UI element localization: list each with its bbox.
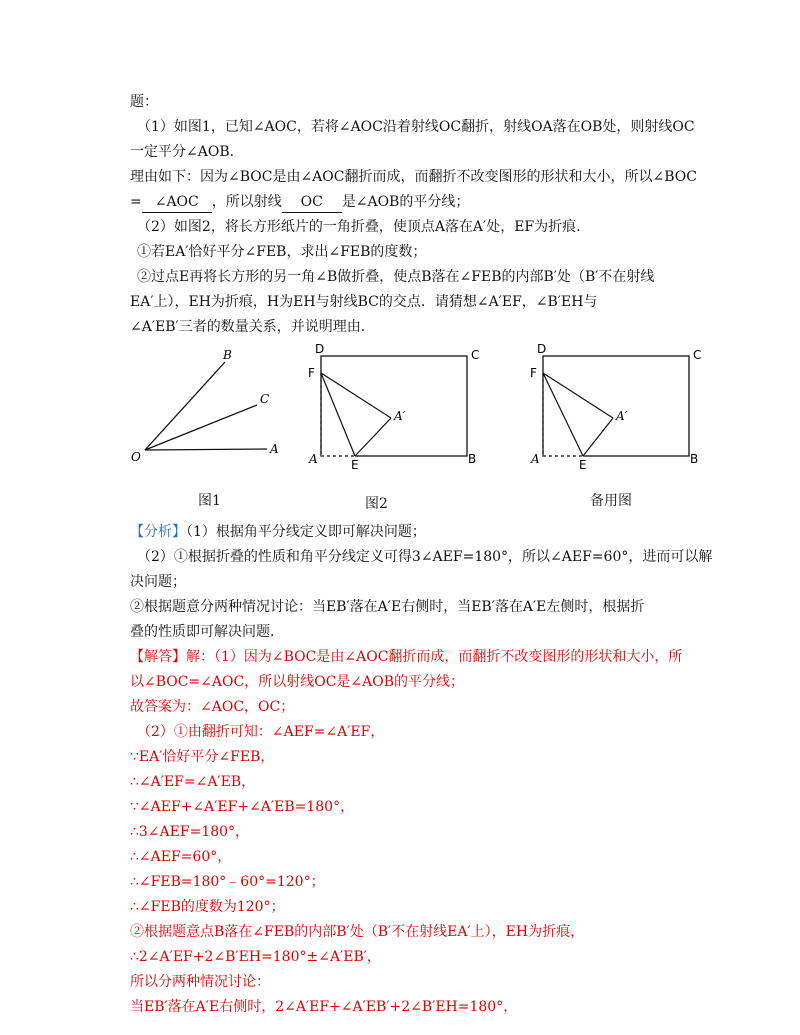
figure-2 [305, 343, 490, 473]
fig3-label-C: C [693, 348, 702, 362]
analysis-text-1: （1）根据角平分线定义即可解决问题； [186, 524, 426, 540]
fig3-label-E: E [579, 458, 587, 472]
solution-tag: 【解答】 [130, 649, 186, 665]
solution-line-1 [130, 647, 682, 667]
problem-line-9: EA′上），EH为折痕，H为EH与射线BC的交点．请猜想∠A′EF，∠B′EH与 [130, 294, 598, 310]
fig2-label-A: A [309, 452, 318, 466]
figure-1 [125, 345, 285, 475]
solution-line-8: ∴3∠AEF=180°， [130, 824, 250, 840]
fill-text: ，所以射线 [211, 194, 282, 210]
solution-line-10: ∴∠FEB=180°﹣60°=120°； [130, 874, 325, 890]
problem-line-5 [130, 192, 469, 213]
solution-line-14: 所以分两种情况讨论： [130, 974, 270, 990]
solution-line-4: （2）①由翻折可知：∠AEF=∠A′EF， [137, 724, 385, 740]
solution-line-12: ②根据题意点B落在∠FEB的内部B′处（B′不在射线EA′上），EH为折痕， [130, 924, 585, 940]
fig3-label-B: B [690, 452, 699, 466]
fig1-label-B: B [223, 348, 232, 362]
figure-spare-drawing [527, 343, 712, 473]
solution-text-1: 解：（1）因为∠BOC是由∠AOC翻折而成，而翻折不改变图形的形状和大小，所 [186, 649, 683, 665]
problem-line-10: ∠A′EB′三者的数量关系，并说明理由. [130, 319, 366, 335]
problem-line-2: （1）如图1，已知∠AOC，若将∠AOC沿着射线OC翻折，射线OA落在OB处，则射线OC [137, 119, 695, 135]
problem-line-3: 一定平分∠AOB. [130, 144, 235, 160]
fig1-label-A: A [270, 442, 279, 456]
fig1-label-C: C [260, 392, 270, 406]
blank-answer-1: ∠AOC [142, 192, 212, 213]
problem-line-4: 理由如下：因为∠BOC是由∠AOC翻折而成，而翻折不改变图形的形状和大小，所以∠BOC [130, 169, 697, 185]
fig3-label-A: A [531, 452, 540, 466]
analysis-line-1 [130, 522, 426, 542]
fig2-label-D: D [315, 342, 325, 356]
fig2-label-C: C [471, 348, 480, 362]
solution-line-13: ∴2∠A′EF+2∠B′EH=180°±∠A′EB′， [130, 949, 381, 965]
fig3-label-A-prime: A′ [616, 409, 628, 423]
solution-line-11: ∴∠FEB的度数为120°； [130, 899, 285, 915]
figure-1-caption: 图1 [198, 493, 221, 509]
figure-spare [527, 343, 712, 473]
figure-2-caption: 图2 [365, 496, 388, 512]
fig2-label-B: B [468, 452, 477, 466]
solution-line-3: 故答案为：∠AOC，OC； [130, 699, 295, 715]
analysis-line-2: （2）①根据折叠的性质和角平分线定义可得3∠AEF=180°，所以∠AEF=60°，进而可以解 [137, 549, 713, 565]
figure-2-drawing [305, 343, 490, 473]
solution-line-2: 以∠BOC=∠AOC，所以射线OC是∠AOB的平分线； [130, 674, 465, 690]
fig2-label-E: E [351, 458, 359, 472]
fig2-label-A-prime: A′ [394, 409, 406, 423]
problem-line-8: ②过点E再将长方形的另一角∠B做折叠，使点B落在∠FEB的内部B′处（B′不在射线 [137, 269, 655, 285]
problem-line-1: 题： [130, 94, 158, 110]
solution-line-9: ∴∠AEF=60°， [130, 849, 232, 865]
fig3-label-F: F [530, 366, 537, 380]
solution-line-5: ∵EA′恰好平分∠FEB， [130, 749, 275, 765]
solution-line-15: 当EB′落在A′E右侧时，2∠A′EF+∠A′EB′+2∠B′EH=180°， [130, 999, 518, 1015]
analysis-line-4: ②根据题意分两种情况讨论：当EB′落在A′E右侧时，当EB′落在A′E左侧时，根据折 [130, 599, 645, 615]
fig3-label-D: D [537, 342, 547, 356]
figure-1-drawing [125, 345, 285, 475]
solution-line-7: ∵∠AEF+∠A′EF+∠A′EB=180°， [130, 799, 355, 815]
solution-line-6: ∴∠A′EF=∠A′EB， [130, 774, 256, 790]
analysis-tag: 【分析】 [130, 524, 186, 540]
figure-spare-caption: 备用图 [590, 493, 632, 509]
problem-line-7: ①若EA′恰好平分∠FEB，求出∠FEB的度数； [137, 244, 427, 260]
fill-tail: 是∠AOB的平分线； [341, 194, 470, 210]
analysis-line-3: 决问题； [130, 574, 186, 590]
blank-answer-2: OC [282, 192, 342, 213]
problem-line-6: （2）如图2，将长方形纸片的一角折叠，使顶点A落在A′处，EF为折痕. [137, 219, 581, 235]
fill-equals: = [130, 194, 142, 210]
fig2-label-F: F [308, 366, 315, 380]
fig1-label-O: O [131, 450, 141, 464]
analysis-line-5: 叠的性质即可解决问题. [130, 624, 275, 640]
